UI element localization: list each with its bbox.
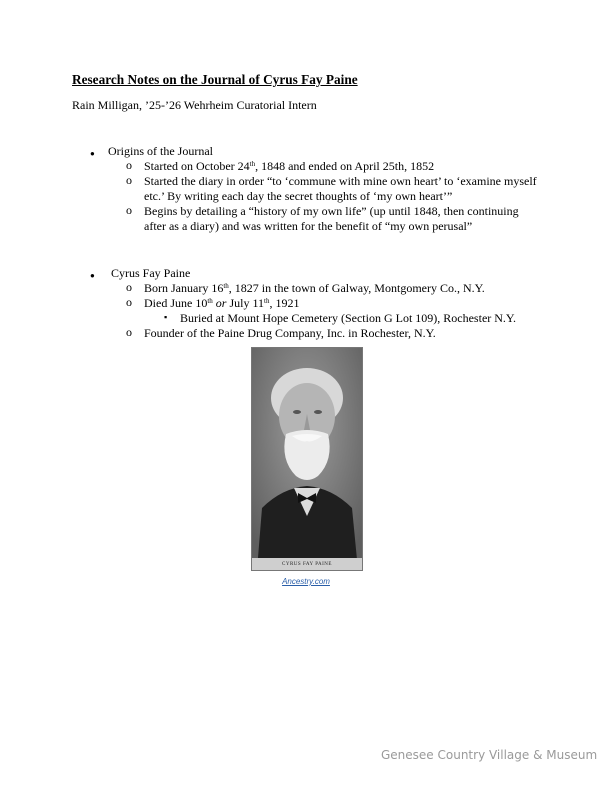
section-heading-cyrus: Cyrus Fay Paine [111, 266, 191, 280]
sub-list-item: Buried at Mount Hope Cemetery (Section G Lot 109), Rochester N.Y. [180, 311, 517, 325]
bullet-dot: ● [90, 149, 95, 158]
portrait-illustration [252, 348, 362, 570]
bullet-circle: o [126, 203, 132, 217]
list-item: Begins by detailing a “history of my own life” (up until 1848, then continuing [144, 204, 519, 218]
bullet-circle: o [126, 158, 132, 172]
author-line: Rain Milligan, ’25-’26 Wehrheim Curatorial Intern [72, 98, 317, 112]
page-title: Research Notes on the Journal of Cyrus Fay Paine [72, 72, 358, 87]
bullet-circle: o [126, 173, 132, 187]
bullet-circle: o [126, 295, 132, 309]
bullet-square: ▪ [164, 312, 168, 322]
list-item-continuation: etc.’ By writing each day the secret thoughts of ‘my own heart’” [144, 189, 453, 203]
list-item: Started the diary in order “to ‘commune with mine own heart’ to ‘examine myself [144, 174, 537, 188]
bullet-circle: o [126, 325, 132, 339]
list-item: Born January 16th, 1827 in the town of Galway, Montgomery Co., N.Y. [144, 281, 485, 295]
list-item: Founder of the Paine Drug Company, Inc. in Rochester, N.Y. [144, 326, 436, 340]
list-item: Started on October 24th, 1848 and ended on April 25th, 1852 [144, 159, 435, 173]
list-item-continuation: after as a diary) and was written for the benefit of “my own perusal” [144, 219, 473, 233]
photo-caption: CYRUS FAY PAINE [282, 562, 332, 567]
bullet-circle: o [126, 280, 132, 294]
portrait-photo [251, 347, 363, 571]
list-item: Died June 10th or July 11th, 1921 [144, 296, 300, 310]
watermark: Genesee Country Village & Museum [381, 748, 598, 762]
photo-credit-link[interactable]: Ancestry.com [282, 577, 330, 586]
section-heading-origins: Origins of the Journal [108, 144, 213, 158]
bullet-dot: ● [90, 271, 95, 280]
